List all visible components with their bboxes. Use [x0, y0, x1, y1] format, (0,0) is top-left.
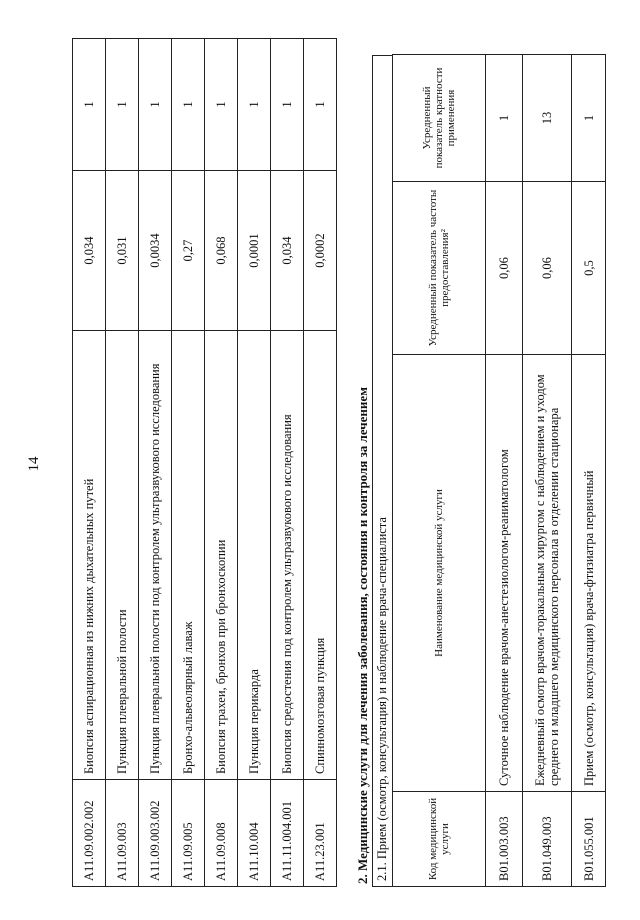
table-row: [139, 39, 172, 887]
frequency-value: 0,034: [271, 171, 304, 331]
table-row: [572, 55, 606, 887]
table-row: [238, 39, 271, 887]
multiplicity-value: 1: [486, 55, 523, 182]
multiplicity-value: 1: [106, 39, 139, 171]
frequency-value: 0,27: [172, 171, 205, 331]
service-name: Ежедневный осмотр врачом-торакальным хирургом с наблюдением и уходом среднего и младшего медицинского персонала в отделении стационара: [523, 355, 572, 792]
frequency-value: 0,0001: [238, 171, 271, 331]
multiplicity-value: 1: [238, 39, 271, 171]
service-code: A11.09.003: [106, 780, 139, 887]
frequency-value: 0,5: [572, 182, 606, 355]
service-code: B01.049.003: [523, 792, 572, 887]
frequency-value: 0,06: [486, 182, 523, 355]
service-name: Пункция перикарда: [238, 331, 271, 780]
multiplicity-value: 1: [73, 39, 106, 171]
multiplicity-value: 13: [523, 55, 572, 182]
multiplicity-value: 1: [271, 39, 304, 171]
service-name: Биопсия трахеи, бронхов при бронхоскопии: [205, 331, 238, 780]
frequency-value: 0,0034: [139, 171, 172, 331]
table-row: [73, 39, 106, 887]
frequency-value: 0,0002: [304, 171, 337, 331]
service-code: A11.09.002.002: [73, 780, 106, 887]
multiplicity-value: 1: [139, 39, 172, 171]
page-number: 14: [26, 456, 42, 472]
service-name: Спинномозговая пункция: [304, 331, 337, 780]
table-row: [271, 39, 304, 887]
frequency-value: 0,031: [106, 171, 139, 331]
service-name: Биопсия аспирационная из нижних дыхательных путей: [73, 331, 106, 780]
table-row: [106, 39, 139, 887]
multiplicity-value: 1: [572, 55, 606, 182]
section-heading: 2. Медицинские услуги для лечения заболевания, состояния и контроля за лечением: [355, 386, 370, 884]
service-code: A11.10.004: [238, 780, 271, 887]
service-code: B01.003.003: [486, 792, 523, 887]
service-code: A11.11.004.001: [271, 780, 304, 887]
table-row: [304, 39, 337, 887]
subsection-title: 2.1. Прием (осмотр, консультация) и наблюдение врача-специалиста: [372, 55, 393, 887]
specialist-services-table: [392, 54, 606, 887]
header-code: Код медицинской услуги: [393, 792, 486, 887]
service-code: A11.09.003.002: [139, 780, 172, 887]
diagnostic-services-table: [72, 38, 337, 887]
service-code: A11.09.008: [205, 780, 238, 887]
service-name: Бронхо-альвеолярный лаваж: [172, 331, 205, 780]
service-code: A11.09.005: [172, 780, 205, 887]
service-name: Пункция плевральной полости под контролем ультразвукового исследования: [139, 331, 172, 780]
frequency-value: 0,068: [205, 171, 238, 331]
table-header-row: [393, 55, 486, 887]
document-page: [25, 27, 625, 887]
table-row: [523, 55, 572, 887]
table-row: [486, 55, 523, 887]
service-name: Биопсия средостения под контролем ультразвукового исследования: [271, 331, 304, 780]
service-code: A11.23.001: [304, 780, 337, 887]
header-frequency: Усредненный показатель частоты предоставления²: [393, 182, 486, 355]
multiplicity-value: 1: [205, 39, 238, 171]
multiplicity-value: 1: [304, 39, 337, 171]
service-name: Суточное наблюдение врачом-анестезиологом-реаниматологом: [486, 355, 523, 792]
frequency-value: 0,06: [523, 182, 572, 355]
service-name: Пункция плевральной полости: [106, 331, 139, 780]
table-row: [172, 39, 205, 887]
header-multiplicity: Усредненный показатель кратности применения: [393, 55, 486, 182]
multiplicity-value: 1: [172, 39, 205, 171]
service-name: Прием (осмотр, консультация) врача-фтизиатра первичный: [572, 355, 606, 792]
table-row: [205, 39, 238, 887]
header-name: Наименование медицинской услуги: [393, 355, 486, 792]
frequency-value: 0,034: [73, 171, 106, 331]
service-code: B01.055.001: [572, 792, 606, 887]
